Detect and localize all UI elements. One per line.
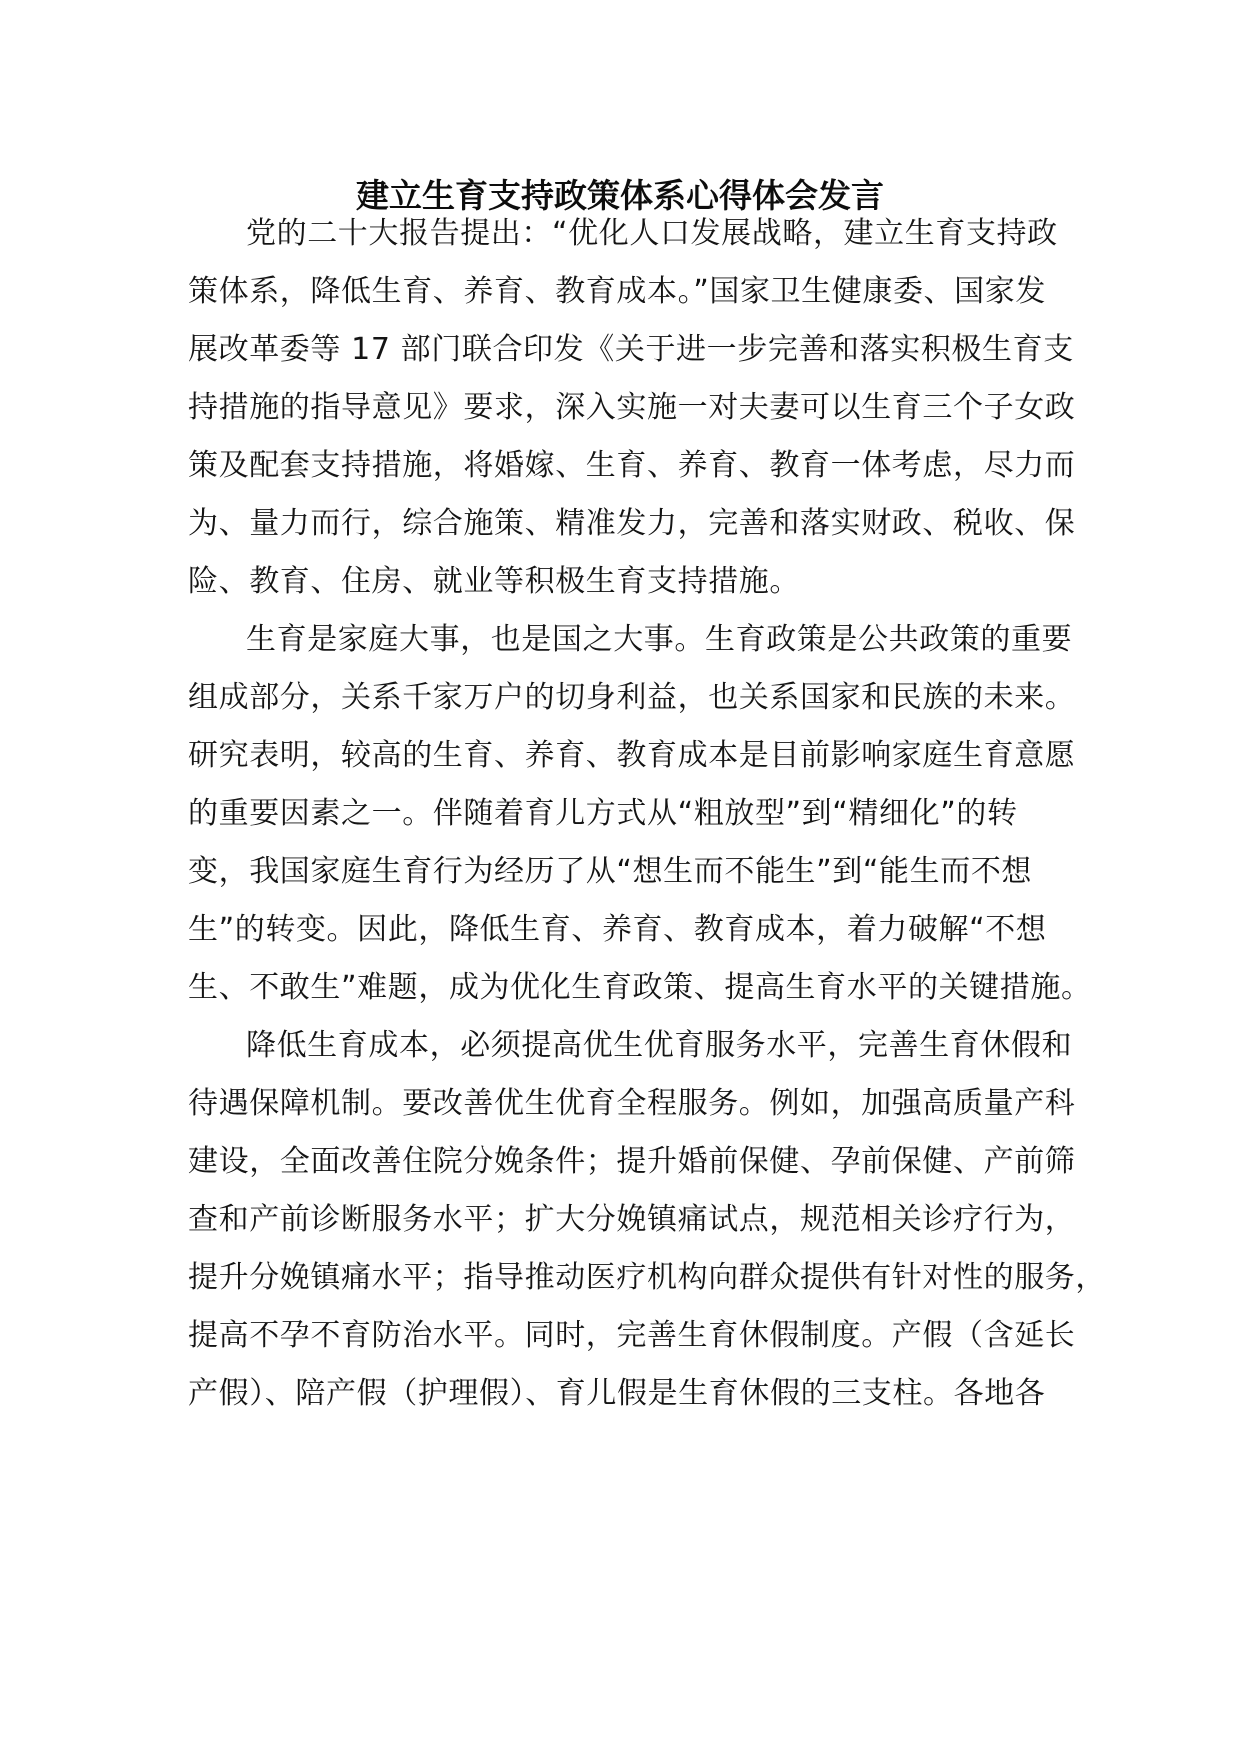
paragraph-line: 持措施的指导意见》要求，深入实施一对夫妻可以生育三个子女政 bbox=[188, 390, 1076, 425]
paragraph-line: 展改革委等 17 部门联合印发《关于进一步完善和落实积极生育支 bbox=[188, 332, 1074, 367]
paragraph-line: 生、不敢生”难题，成为优化生育政策、提高生育水平的关键措施。 bbox=[188, 970, 1092, 1005]
paragraph-line: 变，我国家庭生育行为经历了从“想生而不能生”到“能生而不想 bbox=[188, 854, 1033, 889]
paragraph-line: 查和产前诊断服务水平；扩大分娩镇痛试点，规范相关诊疗行为， bbox=[188, 1202, 1076, 1237]
paragraph-line: 降低生育成本，必须提高优生优育服务水平，完善生育休假和 bbox=[246, 1028, 1073, 1063]
paragraph-line: 策及配套支持措施，将婚嫁、生育、养育、教育一体考虑，尽力而 bbox=[188, 448, 1076, 483]
paragraph-line: 党的二十大报告提出：“优化人口发展战略，建立生育支持政 bbox=[246, 216, 1058, 251]
paragraph-line: 提升分娩镇痛水平；指导推动医疗机构向群众提供有针对性的服务， bbox=[188, 1260, 1106, 1295]
paragraph-line: 为、量力而行，综合施策、精准发力，完善和落实财政、税收、保 bbox=[188, 506, 1076, 541]
paragraph-line: 生育是家庭大事，也是国之大事。生育政策是公共政策的重要 bbox=[246, 622, 1073, 657]
document-title: 建立生育支持政策体系心得体会发言 bbox=[356, 176, 884, 215]
paragraph-line: 产假）、陪产假（护理假）、育儿假是生育休假的三支柱。各地各 bbox=[188, 1376, 1046, 1411]
paragraph-line: 建设，全面改善住院分娩条件；提升婚前保健、孕前保健、产前筛 bbox=[188, 1144, 1076, 1179]
paragraph-line: 研究表明，较高的生育、养育、教育成本是目前影响家庭生育意愿 bbox=[188, 738, 1076, 773]
paragraph-line: 组成部分，关系千家万户的切身利益，也关系国家和民族的未来。 bbox=[188, 680, 1076, 715]
paragraph-line: 生”的转变。因此，降低生育、养育、教育成本，着力破解“不想 bbox=[188, 912, 1047, 947]
paragraph-line: 险、教育、住房、就业等积极生育支持措施。 bbox=[188, 564, 800, 599]
paragraph-line: 的重要因素之一。伴随着育儿方式从“粗放型”到“精细化”的转 bbox=[188, 796, 1018, 831]
paragraph-line: 待遇保障机制。要改善优生优育全程服务。例如，加强高质量产科 bbox=[188, 1086, 1076, 1121]
paragraph-line: 提高不孕不育防治水平。同时，完善生育休假制度。产假（含延长 bbox=[188, 1318, 1076, 1353]
paragraph-line: 策体系，降低生育、养育、教育成本。”国家卫生健康委、国家发 bbox=[188, 274, 1046, 309]
